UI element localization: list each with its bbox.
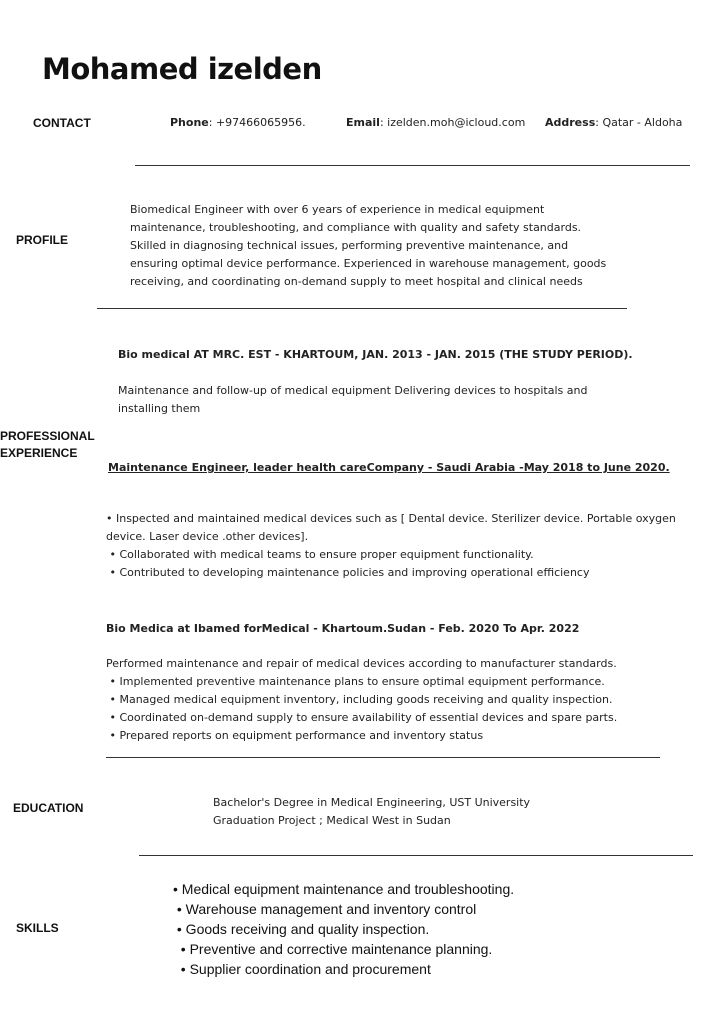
skill-item: • Preventive and corrective maintenance planning. bbox=[173, 941, 493, 957]
job-line: Performed maintenance and repair of medical devices according to manufacturer standards. bbox=[106, 657, 617, 670]
email-value: : izelden.moh@icloud.com bbox=[379, 116, 526, 129]
experience-heading-line: PROFESSIONAL bbox=[0, 429, 95, 443]
profile-line: Skilled in diagnosing technical issues, performing preventive maintenance, and bbox=[130, 239, 569, 252]
skill-item: • Supplier coordination and procurement bbox=[173, 961, 431, 977]
job-line: • Contributed to developing maintenance policies and improving operational efficiency bbox=[106, 566, 590, 579]
skill-item: • Medical equipment maintenance and troubleshooting. bbox=[173, 881, 515, 897]
job-description bbox=[106, 510, 676, 582]
job-line: • Coordinated on-demand supply to ensure availability of essential devices and spare parts. bbox=[106, 711, 618, 724]
candidate-name: Mohamed izelden bbox=[42, 52, 322, 86]
education-line: Graduation Project ; Medical West in Sudan bbox=[213, 814, 451, 827]
experience-heading-line: EXPERIENCE bbox=[0, 446, 78, 460]
email-info bbox=[346, 116, 525, 129]
education-heading: EDUCATION bbox=[13, 801, 84, 815]
job-line: device. Laser device .other devices]. bbox=[106, 530, 309, 543]
divider bbox=[106, 757, 660, 758]
job-line: • Prepared reports on equipment performance and inventory status bbox=[106, 729, 484, 742]
profile-line: ensuring optimal device performance. Experienced in warehouse management, goods bbox=[130, 257, 607, 270]
profile-line: Biomedical Engineer with over 6 years of experience in medical equipment bbox=[130, 203, 545, 216]
phone-value: : +97466065956. bbox=[208, 116, 306, 129]
divider bbox=[135, 165, 690, 166]
skills-list bbox=[173, 879, 514, 979]
job-line: • Managed medical equipment inventory, including goods receiving and quality inspection. bbox=[106, 693, 613, 706]
job-title: Maintenance Engineer, leader health careCompany - Saudi Arabia -May 2018 to June 2020. bbox=[108, 461, 670, 474]
divider bbox=[97, 308, 627, 309]
job-title: Bio medical AT MRC. EST - KHARTOUM, JAN. 2013 - JAN. 2015 (THE STUDY PERIOD). bbox=[118, 348, 633, 361]
skill-item: • Goods receiving and quality inspection. bbox=[173, 921, 430, 937]
skills-heading: SKILLS bbox=[16, 921, 59, 935]
job-line: installing them bbox=[118, 402, 201, 415]
contact-heading: CONTACT bbox=[33, 116, 91, 130]
job-title: Bio Medica at Ibamed forMedical - Khartoum.Sudan - Feb. 2020 To Apr. 2022 bbox=[106, 622, 580, 635]
address-label: Address bbox=[545, 116, 596, 129]
job-line: • Inspected and maintained medical devices such as [ Dental device. Sterilizer device. Portable oxygen bbox=[106, 512, 676, 525]
profile-line: receiving, and coordinating on-demand supply to meet hospital and clinical needs bbox=[130, 275, 583, 288]
job-line: • Implemented preventive maintenance plans to ensure optimal equipment performance. bbox=[106, 675, 605, 688]
address-info bbox=[545, 116, 682, 129]
profile-heading: PROFILE bbox=[16, 233, 69, 247]
education-line: Bachelor's Degree in Medical Engineering, UST University bbox=[213, 796, 531, 809]
experience-heading bbox=[0, 428, 95, 462]
job-line: Maintenance and follow-up of medical equipment Delivering devices to hospitals and bbox=[118, 384, 588, 397]
address-value: : Qatar - Aldoha bbox=[595, 116, 683, 129]
divider bbox=[139, 855, 693, 856]
profile-summary bbox=[130, 201, 606, 291]
skill-item: • Warehouse management and inventory control bbox=[173, 901, 477, 917]
phone-info bbox=[170, 116, 306, 129]
job-description bbox=[118, 382, 587, 418]
job-line: • Collaborated with medical teams to ensure proper equipment functionality. bbox=[106, 548, 534, 561]
education-details bbox=[213, 794, 530, 830]
profile-line: maintenance, troubleshooting, and compliance with quality and safety standards. bbox=[130, 221, 582, 234]
job-description bbox=[106, 655, 617, 745]
phone-label: Phone bbox=[170, 116, 209, 129]
email-label: Email bbox=[346, 116, 380, 129]
